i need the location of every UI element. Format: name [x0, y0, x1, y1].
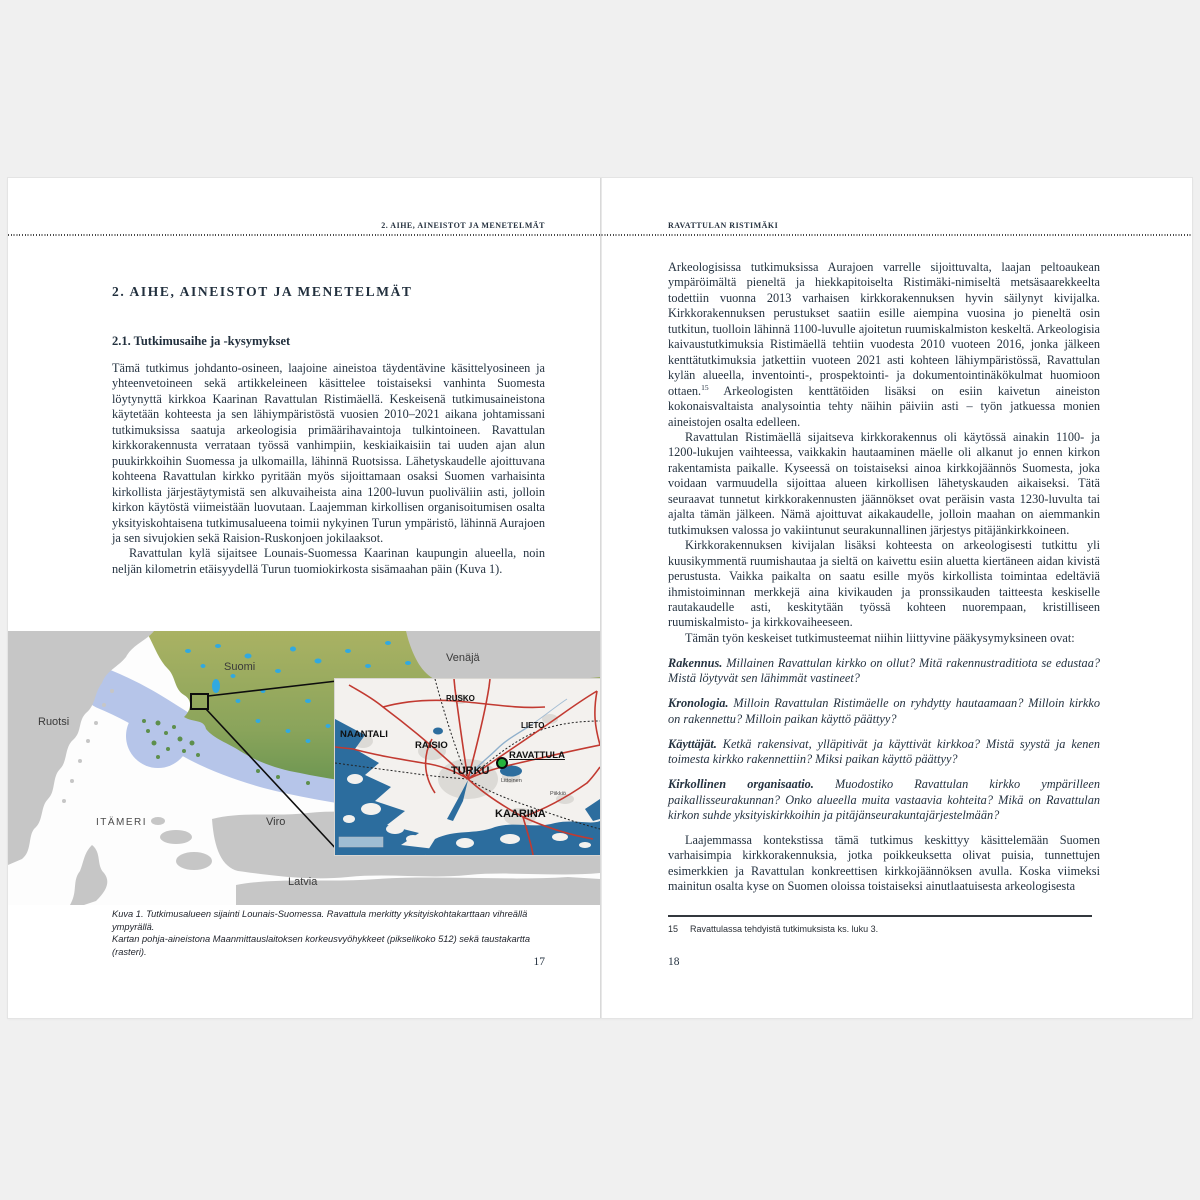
- footnote-rule: [668, 915, 1092, 917]
- page-number-right: 18: [668, 956, 680, 968]
- map-label-viro: Viro: [266, 816, 286, 828]
- right-body-text: [668, 260, 1100, 895]
- figure-map: [8, 631, 600, 905]
- figure-caption: [112, 908, 552, 958]
- inset-label-raisio: RAISIO: [415, 740, 448, 751]
- map-label-ruotsi: Ruotsi: [38, 716, 70, 728]
- research-question: Kronologia. Milloin Ravattulan Ristimäelle on ryhdytty hautaamaan? Milloin kirkko on rakennettu? Milloin paikan käyttö päättyy?: [668, 696, 1100, 726]
- inset-label-lieto: LIETO: [521, 721, 545, 730]
- paragraph: Arkeologisissa tutkimuksissa Aurajoen varrelle sijoittuvalta, laajan peltoaukean ympäröimältä pieneltä ja hiekkapitoiselta Ristimäki-nimiseltä metsäsaarekkeelta todettiin vuonna 2013 varhaisen kirkkorakennuksen hyvin säilynyt kivijalka. Kirkkorakennuksen perustukset saatiin esille aiempina vuosina jo pieneltä osin tutkitun, tuolloin lähinnä 1100-luvulle ajoitetun ruumiskalmiston keskeltä. Arkeologisia kaivaustutkimuksia Ristimäellä tehtiin vuodesta 2010 vuoteen 2016, jonka jälkeen kenttätutkimuksia jatkettiin vuoteen 2021 asti kohteen lähiympäristössä, Ravattulan kylän alueella, inventointi-, prospektointi- ja dokumentointinäkökulmat huomioon ottaen.$^{15}$ Arkeologisten kenttätöiden lisäksi on esiin kaivetun aineiston kokonaisvaltaista analysointia tehty näihin päiviin asti – työn jatkuessa monien aineistojen osalta edelleen.: [668, 260, 1100, 429]
- paragraph: Kirkkorakennuksen kivijalan lisäksi kohteesta on arkeologisesti tutkittu yli kuusikymmentä ruumishautaa ja sieltä on kaivettu esiin aluetta kiertäneen aidan kivistä perustusta. Vaikka paikalta on saatu esille myös kirkollista toimintaa edeltäviä ihmistoiminnan merkkejä aina kivikauden ja pronssikauden taitteesta keskiselle rautakaudelle asti, keskitytään työssä kohteen nuorempaan, kristilliseen ruumiskalmisto- ja kirkkovaiheeseen.: [668, 538, 1100, 630]
- ravattula-marker-icon: [496, 757, 508, 769]
- left-body-text: [112, 361, 545, 577]
- map-label-venaja: Venäjä: [446, 652, 480, 664]
- inset-label-turku: TURKU: [451, 765, 490, 777]
- inset-label-naantali: NAANTALI: [340, 729, 388, 740]
- inset-map: [335, 679, 600, 855]
- right-page: [601, 178, 1192, 1018]
- research-question: Rakennus. Millainen Ravattulan kirkko on ollut? Mitä rakennustraditiota se edustaa? Mistä löytyvät sen lähimmät vastineet?: [668, 655, 1100, 686]
- inset-label-rusko: RUSKO: [446, 694, 475, 703]
- footnote-text: Ravattulassa tehdyistä tutkimuksista ks. luku 3.: [690, 924, 879, 934]
- paragraph: Tämän työn keskeiset tutkimusteemat niihin liittyvine pääkysymyksineen ovat:: [685, 630, 1075, 645]
- page-gutter: [600, 178, 602, 1018]
- map-label-suomi: Suomi: [224, 661, 256, 673]
- paragraph: Tämä tutkimus johdanto-osineen, laajoine aineistoa täydentävine käsittelyosineen ja yhteenvetoineen sekä artikkeleineen käsittelee toistaiseksi vanhinta Suomesta löytynyttä kirkkoa Kaarinan Ravattulan Ristimäellä. Keskeisenä tutkimusaineistona käytetään kohteesta ja sen lähiympäristöstä vuosien 2010–2021 aikana johtamissani tutkimuksissa saatuja arkeologisia primäärihavaintoja tulkintoineen. Ravattulan kirkkorakennusta verrataan työssä vanhimpiin, keskiaikaisiin tai uuden ajan alun puukirkkoihin Suomessa ja ulkomailla, lähinnä Ruotsissa. Lähetyskaudelle ajoittuvana kohteena Ravattulan kirkko pyritään myös sijoittamaan osaksi Suomen varhaisinta kirkollista järjestäytymistä sen alkuvaiheista aina 1200-luvun puoliväliin asti, jolloin kirkon käytöstä viimeistään luovutaan. Laajemman kirkollisen organisoitumisen osalta yksityiskohtaisena tutkimusalueena toimii nykyinen Turun ympäristö, lähinnä Aurajoen ja sen sivujokien sekä Raision-Ruskonjoen jokilaaksot.: [112, 361, 545, 545]
- inset-label-kaarina: KAARINA: [495, 808, 546, 820]
- paragraph: Laajemmassa kontekstissa tämä tutkimus keskittyy käsittelemään Suomen varhaisimpia kirkkorakennuksia, jotka poikkeuksetta olivat puisia, tunnettujen esimerkkien ja Ravattulan konkreettisen kirkkojäännöksen avulla. Koska viimeksi mainitun osalta kyse on Suomen oloissa toistaiseksi ainutlaatuisesta arkeologisesta: [668, 832, 1100, 894]
- running-head-left: 2. AIHE, AINEISTOT JA MENETELMÄT: [381, 221, 545, 230]
- inset-label-piikkio: Piikkiö: [550, 791, 566, 797]
- left-page: [8, 178, 600, 1018]
- section-heading: 2.1. Tutkimusaihe ja -kysymykset: [112, 334, 291, 348]
- research-question: Kirkollinen organisaatio. Muodostiko Ravattulan kirkko ympärilleen paikallisseurakunnan? Onko alueella muita vastaavia kohteita? Mikä on Ravattulan kirkon suhde yksityiskirkkoihin ja pitäjänseurakuntajärjestelmään?: [668, 777, 1100, 822]
- chapter-heading: 2. AIHE, AINEISTOT JA MENETELMÄT: [112, 284, 413, 299]
- footnote: [668, 924, 1092, 934]
- footnote-number: 15: [668, 924, 679, 934]
- research-question: Käyttäjät. Ketkä rakensivat, ylläpitivät ja käyttivät kirkkoa? Mistä syystä ja kenen toimesta kirkko rakennettiin? Miksi paikan käyttö päättyy?: [668, 736, 1100, 767]
- running-head-right: RAVATTULAN RISTIMÄKI: [668, 221, 779, 230]
- paragraph: Ravattulan Ristimäellä sijaitseva kirkkorakennus oli käytössä ainakin 1100- ja 1200-lukujen vaihteessa, vaikkakin hautaaminen mäelle oli alkanut jo ennen kirkon rakentamista paikalle. Kyseessä on toistaiseksi ainoa kirkkojäännös Suomesta, joka voidaan varmuudella sijoittaa alueen kirkollisen lähetyskauden aikaiseksi. Tätä seuraavat tunnetut kirkkorakennusten jäännökset ovat peräisin vasta 1230-luvulta tai ajalta tämän jälkeen. Nämä ajoittuvat aikakaudelle, jolloin maahan on aiemmankin tutkimuksen valossa jo vakiintunut seurakunnallinen järjestys pitäjänkirkkoineen.: [668, 429, 1100, 537]
- page-number-left: 17: [533, 956, 545, 968]
- book-spread: [8, 178, 1192, 1018]
- header-dotted-rule: [8, 234, 1192, 236]
- paragraph: Ravattulan kylä sijaitsee Lounais-Suomessa Kaarinan kaupungin alueella, noin neljän kilometrin etäisyydellä Turun tuomiokirkosta sisämaahan päin (Kuva 1).: [112, 546, 545, 576]
- caption-line: Kuva 1. Tutkimusalueen sijainti Lounais-Suomessa. Ravattula merkitty yksityiskohtakarttaan vihreällä ympyrällä.: [112, 909, 528, 932]
- caption-line: Kartan pohja-aineistona Maanmittauslaitoksen korkeusvyöhykkeet (pikselikoko 512) sekä taustakartta (rasteri).: [112, 934, 531, 957]
- map-label-itameri: ITÄMERI: [96, 817, 148, 828]
- footnote-reference: 15: [701, 382, 709, 392]
- inset-label-ravattula: RAVATTULA: [509, 750, 565, 761]
- inset-label-littoinen: Littoinen: [501, 778, 522, 784]
- map-label-latvia: Latvia: [288, 876, 318, 888]
